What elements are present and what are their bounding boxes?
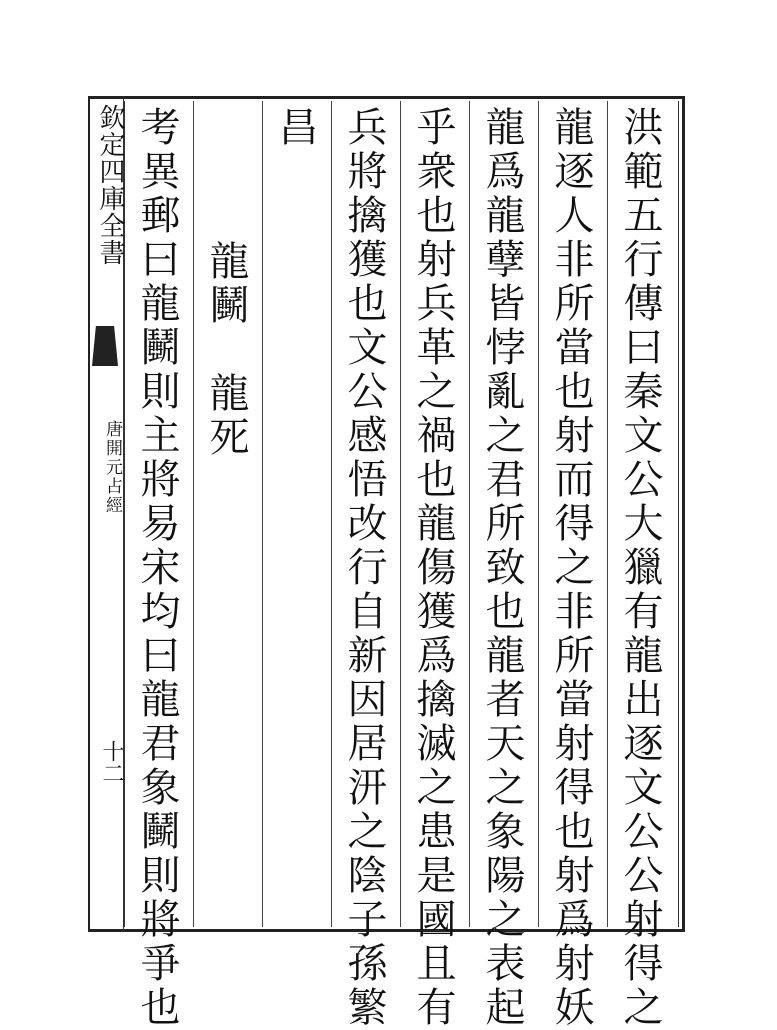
column-rule	[262, 101, 263, 927]
column-rule	[469, 101, 470, 927]
page-number: 十二	[99, 740, 124, 784]
collection-title: 欽定四庫全書	[95, 104, 125, 266]
column-rule	[400, 101, 401, 927]
book-title: 唐開元占經	[102, 420, 122, 515]
text-column-6: 昌	[272, 106, 318, 150]
text-column-2: 龍逐人非所當也射而得之非所當射得也射爲射妖	[548, 106, 594, 1030]
fishtail-mark	[92, 326, 118, 366]
text-column-4: 乎衆也射兵革之禍也龍傷獲爲擒滅之患是國且有	[410, 106, 456, 1030]
column-rule	[193, 101, 194, 927]
column-rule	[607, 101, 608, 927]
column-rule	[331, 101, 332, 927]
text-frame	[124, 101, 679, 927]
text-column-5: 兵將擒獲也文公感悟改行自新因居汧之陰子孫繁	[341, 106, 387, 1030]
text-column-3: 龍爲龍孽皆悖亂之君所致也龍者天之象陽之表起	[479, 106, 525, 1030]
column-rule	[538, 101, 539, 927]
section-heading: 龍鬭 龍死	[203, 240, 249, 460]
text-column-1: 洪範五行傳曰秦文公大獵有龍出逐文公公射得之	[617, 106, 663, 1030]
text-column-8: 考異郵曰龍鬭則主將易宋均曰龍君象鬭則將爭也	[134, 106, 180, 1030]
